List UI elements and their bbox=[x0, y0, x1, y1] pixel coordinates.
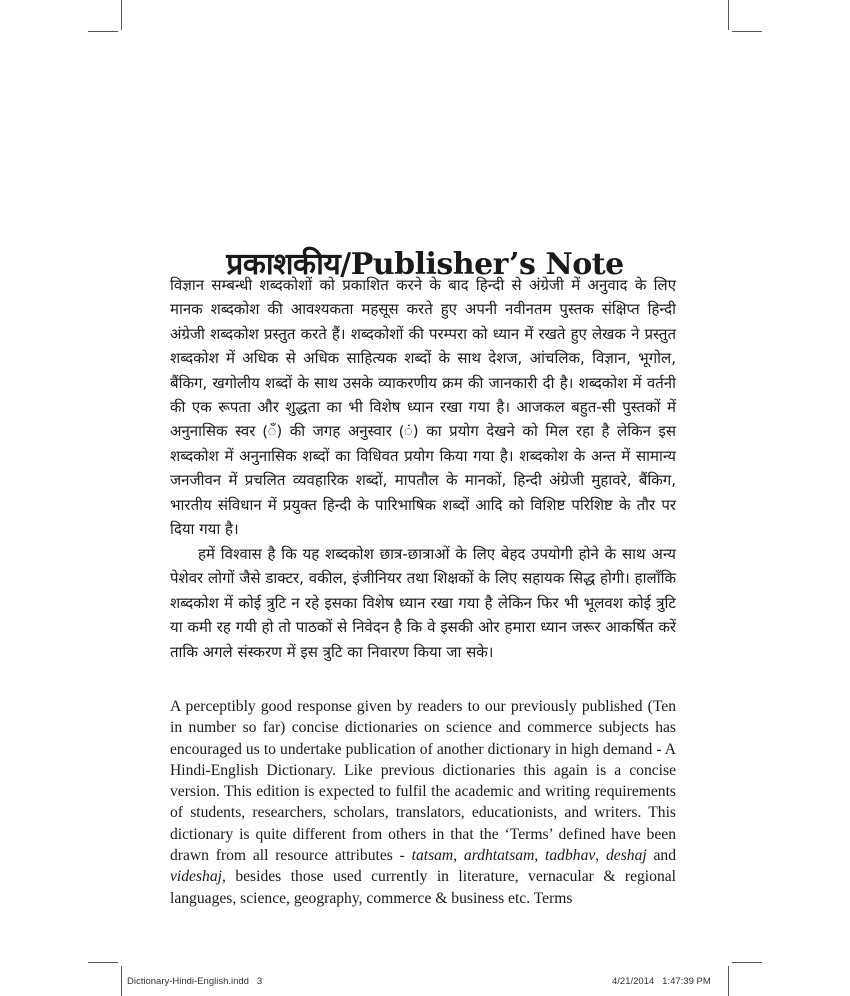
english-text-part2: , besides those used currently in literature, vernacular & regional languages, science, geography, commerce & business etc. Terms bbox=[170, 868, 676, 907]
hindi-paragraph-2: हमें विश्वास है कि यह शब्दकोश छात्र-छात्राओं के लिए बेहद उपयोगी होने के साथ अन्य पेशेवर लोगों जैसे डाक्टर, वकील, इंजीनियर तथा शिक्षकों के लिए सहायक सिद्ध होगी। हालाँकि शब्दकोश में कोई त्रुटि न रहे इसका विशेष ध्यान रखा गया है लेकिन फिर भी भूलवश कोई त्रुटि या कमी रह गयी हो तो पाठकों से निवेदन है कि वे इसकी ओर हमारा ध्यान जरूर आकर्षित करें ताकि अगले संस्करण में इस त्रुटि का निवारण किया जा सके। bbox=[170, 545, 676, 661]
term-tadbhav: tadbhav bbox=[545, 847, 596, 865]
term-deshaj: deshaj bbox=[605, 847, 647, 865]
page-title: प्रकाशकीय/Publisher’s Note bbox=[226, 247, 624, 283]
crop-mark-top-left bbox=[121, 0, 122, 30]
footer-filename: Dictionary-Hindi-English.indd 3 bbox=[127, 976, 263, 987]
crop-mark-bottom-left bbox=[121, 966, 122, 996]
crop-mark-bottom-right bbox=[728, 966, 729, 996]
crop-mark-bottom-left-h bbox=[88, 962, 118, 963]
separator: , bbox=[595, 847, 606, 865]
crop-mark-top-right bbox=[728, 0, 729, 30]
term-videshaj: videshaj bbox=[170, 868, 222, 886]
separator: , bbox=[453, 847, 464, 865]
footer-timestamp: 4/21/2014 1:47:39 PM bbox=[612, 976, 711, 987]
term-ardhtatsam: ardhtatsam bbox=[463, 847, 535, 865]
crop-mark-top-left-h bbox=[88, 31, 118, 32]
hindi-paragraph-1: विज्ञान सम्बन्धी शब्दकोशों को प्रकाशित करने के बाद हिन्दी से अंग्रेजी में अनुवाद के लिए मानक शब्दकोश की आवश्यकता महसूस करते हुए अपनी नवीनतम पुस्तक संक्षिप्त हिन्दी अंग्रेजी शब्दकोश प्रस्तुत करते हैं। शब्दकोशों की परम्परा को ध्यान में रखते हुए लेखक ने प्रस्तुत शब्दकोश में अधिक से अधिक साहित्यक शब्दों के साथ देशज, आंचलिक, विज्ञान, भूगोल, बैंकिग, खगोलीय शब्दों के साथ उसके व्याकरणीय क्रम की जानकारी दी है। शब्दकोश में वर्तनी की एक रूपता और शुद्धता का भी विशेष ध्यान रखा गया है। आजकल बहुत-सी पुस्तकों में अनुनासिक स्वर (ँ) की जगह अनुस्वार (ं) का प्रयोग देखने को मिल रहा है लेकिन इस शब्दकोश में अनुनासिक शब्दों का विधिवत प्रयोग किया गया है। शब्दकोश के अन्त में सामान्य जनजीवन में प्रचलित व्यवहारिक शब्दों, मापतौल के मानकों, हिन्दी अंग्रेजी मुहावरे, बैंकिग, भारतीय संविधान में प्रयुक्त हिन्दी के पारिभाषिक शब्दों आदि को विशिष्ट परिशिष्ट के तौर पर दिया गया है। bbox=[170, 276, 676, 539]
term-tatsam: tatsam bbox=[411, 847, 454, 865]
crop-mark-top-right-h bbox=[732, 31, 762, 32]
english-text-part1: A perceptibly good response given by readers to our previously published (Ten in number so far) concise dictionaries on science and commerce subjects has encouraged us to undertake publication of another dictionary in high demand - A Hindi-English Dictionary. Like previous dictionaries this again is a concise version. This edition is expected to fulfil the academic and writing requirements of students, researchers, scholars, translators, educationists, and writers. This dictionary is quite different from others in that the ‘Terms’ defined have been drawn from all resource attributes - bbox=[170, 698, 676, 865]
separator: and bbox=[646, 847, 677, 865]
english-paragraph bbox=[170, 696, 676, 909]
crop-mark-bottom-right-h bbox=[732, 962, 762, 963]
separator: , bbox=[534, 847, 546, 865]
